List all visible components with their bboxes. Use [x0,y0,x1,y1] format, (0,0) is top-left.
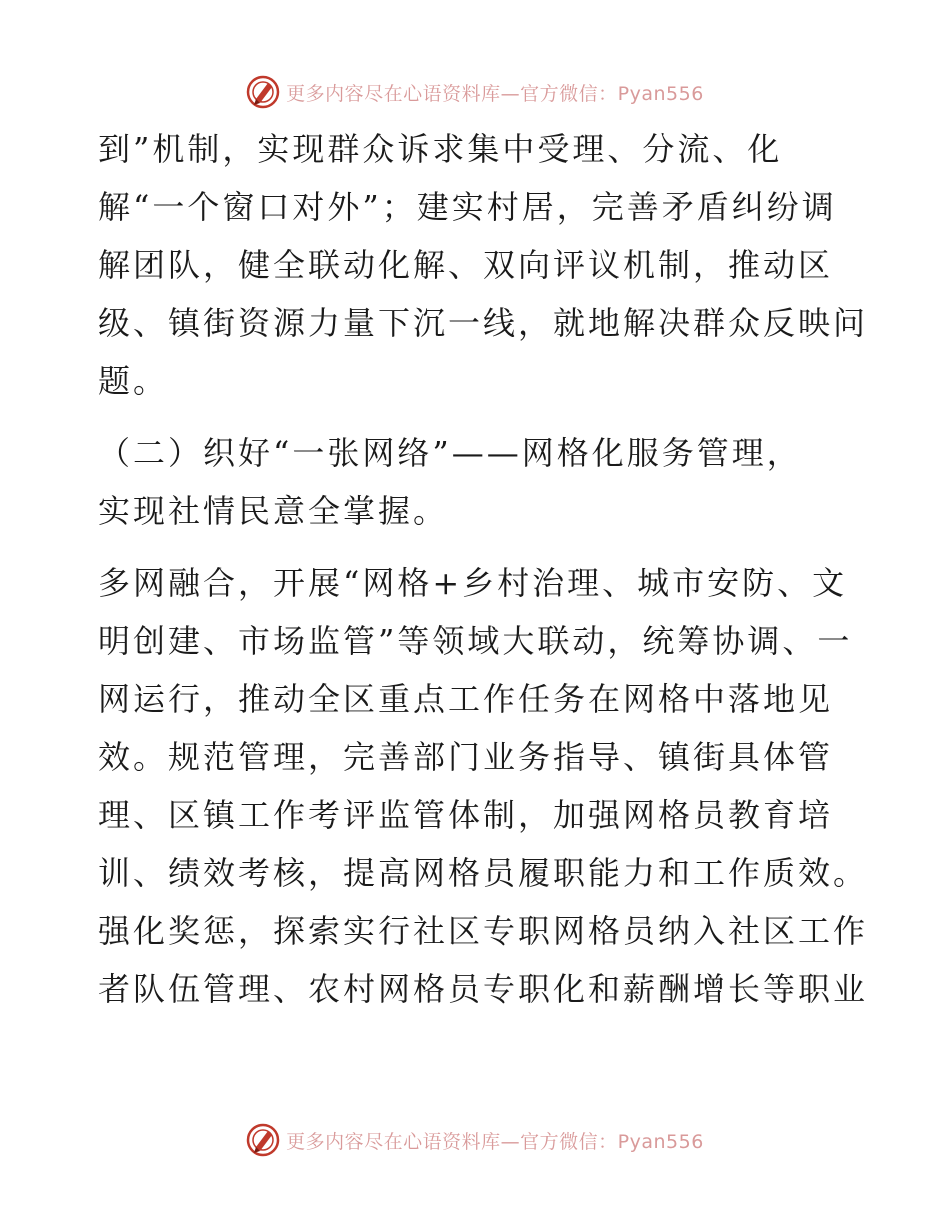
text-line: 明创建、市场监管”等领域大联动，统筹协调、一 [98,622,853,660]
text-line: 网运行，推动全区重点工作任务在网格中落地见 [98,680,834,718]
paragraph-1 [98,120,869,410]
watermark-text: 更多内容尽在心语资料库—官方微信：Pyan556 [286,1130,704,1153]
paragraph-3 [98,554,869,1018]
text-line: 者队伍管理、农村网格员专职化和薪酬增长等职业 [98,970,869,1008]
text-line: 理、区镇工作考评监管体制，加强网格员教育培 [98,796,834,834]
watermark-text: 更多内容尽在心语资料库—官方微信：Pyan556 [286,82,704,105]
pen-nib-icon [246,75,280,109]
pen-nib-icon [246,1123,280,1157]
text-line: 训、绩效考核，提高网格员履职能力和工作质效。 [98,854,869,892]
text-line: （二）织好“一张网络”——网格化服务管理， [98,434,802,472]
text-line: 级、镇街资源力量下沉一线，就地解决群众反映问 [98,304,869,342]
header-watermark [0,72,950,112]
text-line: 解“一个窗口对外”；建实村居，完善矛盾纠纷调 [98,188,837,226]
text-line: 强化奖惩，探索实行社区专职网格员纳入社区工作 [98,912,869,950]
section-heading [98,424,858,540]
text-line: 实现社情民意全掌握。 [98,492,449,530]
footer-watermark [0,1120,950,1160]
text-line: 效。规范管理，完善部门业务指导、镇街具体管 [98,738,834,776]
text-line: 解团队，健全联动化解、双向评议机制，推动区 [98,246,834,284]
text-line: 题。 [98,362,169,400]
text-line: 多网融合，开展“网格+乡村治理、城市安防、文 [98,564,848,602]
text-line: 到”机制，实现群众诉求集中受理、分流、化 [98,130,783,168]
document-body [98,120,869,1032]
